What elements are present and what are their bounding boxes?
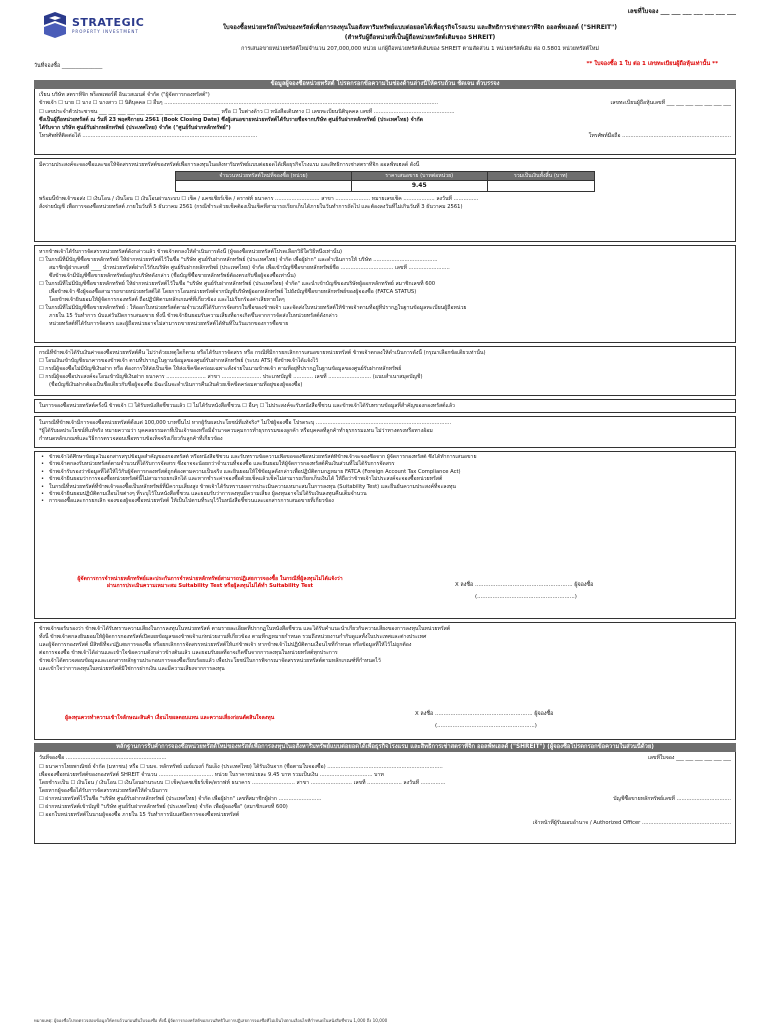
allocation-option-certificate-note: หน่วยทรัสต์ที่ได้รับการจัดสรร และผู้ถือหน่วยอาจไม่สามารถขายหน่วยทรัสต์ได้ทันทีในวันแรกของการซื้อขาย (49, 321, 289, 327)
term-item: • ข้าพเจ้าได้ศึกษาข้อมูลในเอกสารสรุปข้อมูลสำคัญของกองทรัสต์ หรือหนังสือชี้ชวน และรับทราบข้อความเพื่อขอจองซื้อหน่วยทรัสต์ที่ข้าพเจ้าจะจองซื้อจาก ผู้จัดการกองทรัสต์ ซึ่งได้ทำการเสนอขาย (39, 454, 731, 461)
receipt-allocation-intro: โดยหากผู้จองซื้อได้รับการจัดสรรหน่วยทรัสต์ให้ดำเนินการ (39, 787, 168, 794)
phone-field[interactable]: โทรศัพท์ที่ติดต่อได้ .......................................................................................................... (39, 132, 258, 139)
payment-deadline-note: สั่งจ่ายบัญชี เพื่อการจองซื้อหน่วยทรัสต์ ภายในวันที่ 5 ธันวาคม 2561 (กรณีชำระด้วยเช็คต้องเป็นเช็คที่สามารถเรียกเก็บได้ภายในวันทำการถัดไป และต้องลงวันที่ไม่เกินวันที่ 3 ธันวาคม 2561) (39, 204, 463, 210)
mobile-field[interactable]: โทรศัพท์มือถือ .................................................................. (588, 132, 731, 139)
offering-description: การเสนอขายหน่วยทรัสต์ใหม่จำนวน 207,000,000 หน่วย แก่ผู้ถือหน่วยทรัสต์เดิมของ SHREIT ตามสัดส่วน 1 หน่วยทรัสต์เดิม ต่อ 0.5801 หน่วยทรัสต์ใหม่ (241, 46, 599, 52)
beneficial-owner-definition: *ผู้ได้รับผลประโยชน์ที่แท้จริง หมายความว่า บุคคลธรรมดาที่เป็นเจ้าของหรือมีอำนาจควบคุมการทำธุรกรรมของลูกค้า หรือบุคคลที่ลูกค้าทำธุรกรรมแทน ไม่ว่าทางตรงหรือทางอ้อม (39, 428, 433, 434)
receipt-option-broker[interactable]: ☐ ฝากหน่วยทรัสต์ไว้ในชื่อ "บริษัท ศูนย์รับฝากหลักทรัพย์ (ประเทศไทย) จำกัด เพื่อผู้ฝาก" เลขที่สมาชิกผู้ฝาก .......................... (39, 795, 322, 802)
phone-row[interactable] (39, 132, 731, 141)
subscriber-name-row[interactable] (39, 99, 731, 108)
risk-printed-name[interactable]: (.........................................................) (435, 723, 537, 729)
refund-section (34, 346, 736, 396)
receipt-option-certificate[interactable]: ☐ ออกใบหน่วยทรัสต์ในนามผู้จองซื้อ ภายใน 15 วันทำการนับแต่ปิดการจองซื้อหน่วยทรัสต์ (39, 812, 240, 818)
receipt-broker-account[interactable]: บัญชีซื้อขายหลักทรัพย์เลขที่ ................................. (613, 795, 731, 802)
allocation-option-issuer[interactable]: ☐ ในกรณีที่ไม่มีบัญชีซื้อขายหลักทรัพย์ ให้ฝากหน่วยทรัสต์ไว้ในชื่อ "บริษัท ศูนย์รับฝากหลักทรัพย์ (ประเทศไทย) จำกัด" และนำเข้าบัญชีของบริษัทผู้ออกหลักทรัพย์ สมาชิกเลขที่ 600 (39, 281, 436, 287)
receipt-amount-row[interactable]: เพื่อจองซื้อหน่วยทรัสต์ของกองทรัสต์ SHREIT จำนวน ................................. หน่วย ในราคาหน่วยละ 9.45 บาท รวมเป็นเงิน ................................ บาท (39, 771, 384, 778)
price-value: 9.45 (351, 181, 487, 192)
risk-text-line: ทั้งนี้ ข้าพเจ้าตกลงยินยอมให้ผู้จัดการกองทรัสต์เปิดเผยข้อมูลของข้าพเจ้าแก่หน่วยงานที่เกี่ยวข้อง ตามที่กฎหมายกำหนด รวมถึงหน่วยงานกำกับดูแลทั้งในประเทศและต่างประเทศ (39, 634, 427, 640)
receipt-number-field[interactable]: เลขที่ใบจอง ___ ___ ___ ___ ___ ___ (647, 755, 731, 761)
total-input[interactable] (487, 181, 594, 192)
term-item: • ข้าพเจ้ารับรองว่าข้อมูลที่ได้ให้ไว้กับผู้จัดการกองทรัสต์ถูกต้องตามความเป็นจริง และยินยอมให้ใช้ข้อมูลดังกล่าวเพื่อปฏิบัติตามกฎหมาย FATCA (Foreign Account Tax Compliance Act) (39, 469, 731, 476)
terms-list (39, 454, 731, 566)
name-title-options[interactable]: ข้าพเจ้า ☐ นาย ☐ นาง ☐ นางสาว ☐ นิติบุคคล ☐ อื่นๆ ...................................................................................................................................................................... (39, 100, 438, 106)
risk-text-line: และเข้าใจว่าการลงทุนในหน่วยทรัสต์มิใช่การฝากเงิน และมีความเสี่ยงจากการลงทุน (39, 666, 225, 672)
subscription-date-field[interactable]: วันที่จองซื้อ _______________ (34, 63, 103, 69)
addressee-line: เรียน บริษัท สตราทีจิก พร็อพเพอร์ตี้ อินเวสเมนต์ จำกัด ("ผู้จัดการกองทรัสต์") (39, 92, 210, 98)
allocation-option-certificate-detail: ภายใน 15 วันทำการ นับแต่วันปิดการเสนอขาย ทั้งนี้ ข้าพเจ้ายินยอมรับความเสี่ยงที่อาจเกิดขึ้นจากการจัดส่งใบหน่วยทรัสต์ดังกล่าว (49, 313, 338, 319)
beneficial-owner-note: กำหนดหลักเกณฑ์และวิธีการตรวจสอบเพื่อทราบข้อเท็จจริงเกี่ยวกับลูกค้าที่เกี่ยวข้อง (39, 436, 223, 442)
risk-acknowledgement-section (34, 622, 736, 740)
refund-bank-note: (ชื่อบัญชีเงินฝากต้องเป็นชื่อเดียวกับชื่อผู้จองซื้อ มิฉะนั้นจะดำเนินการคืนเงินด้วยเช็คขีดคร่อมตามที่อยู่ของผู้จองซื้อ) (49, 382, 303, 388)
risk-text-line: ข้าพเจ้าขอรับรองว่า ข้าพเจ้าได้รับทราบความเสี่ยงในการลงทุนในหน่วยทรัสต์ ตามรายละเอียดที่ปรากฏในหนังสือชี้ชวน และได้รับคำแนะนำเกี่ยวกับความเสี่ยงของการลงทุนในหน่วยทรัสต์ (39, 626, 451, 632)
prospectus-section (34, 399, 736, 413)
receipt-bar: หลักฐานการรับคำการจองซื้อหน่วยทรัสต์ใหม่ของทรัสต์เพื่อการลงทุนในอสังหาริมทรัพย์แบบต่อยอดได้เพื่อธุรกิจโรงแรม และสิทธิการเช่าสตราทีจิก ออลฟ์ทเฮลด์ ("SHREIT") (ผู้จองซื้อโปรดกรอกข้อความในส่วนนี้ด้วย) (34, 743, 736, 752)
receipt-option-broker-row[interactable] (39, 795, 731, 804)
refund-option-ats[interactable]: ☐ โอนเงินเข้าบัญชีธนาคารของข้าพเจ้า ตามที่ปรากฏในฐานข้อมูลของศูนย์รับฝากหลักทรัพย์ (ระบบ ATS) ซึ่งข้าพเจ้าได้แจ้งไว้ (39, 358, 319, 364)
form-title: ใบจองซื้อหน่วยทรัสต์ใหม่ของทรัสต์เพื่อการลงทุนในอสังหาริมทรัพย์แบบต่อยอดได้เพื่อธุรกิจโรงแรม และสิทธิการเช่าสตราทีจิก ออลฟ์ทเฮลด์ ("SHREIT") (223, 24, 617, 31)
risk-text-line: และผู้จัดการกองทรัสต์ มีสิทธิที่จะปฏิเสธการจองซื้อ หรือยกเลิกการจัดสรรหน่วยทรัสต์ให้แก่ข้าพเจ้า หากข้าพเจ้าไม่ปฏิบัติตามเงื่อนไขที่กำหนด หรือข้อมูลที่ให้ไว้ไม่ถูกต้อง (39, 642, 412, 648)
refund-option-cheque[interactable]: ☐ กรณีผู้จองซื้อไม่มีบัญชีเงินฝาก หรือ ต้องการให้ส่งเป็นเช็ค ให้ส่งเช็คขีดคร่อมเฉพาะสั่งจ่ายในนามข้าพเจ้า ตามที่อยู่ที่ปรากฏในฐานข้อมูลของศูนย์รับฝากหลักทรัพย์ (39, 366, 402, 372)
receipt-agent-row[interactable]: ☐ ธนาคารไทยพาณิชย์ จำกัด (มหาชน) หรือ ☐ บมจ. หลักทรัพย์ เมย์แบงก์ กิมเอ็ง (ประเทศไทย) ได้รับเงินจาก (ชื่อตามใบจองซื้อ) ...................................................................... (39, 763, 443, 770)
suitability-warning: ผู้จัดการการจำหน่ายหลักทรัพย์และประกันการจำหน่ายหลักทรัพย์สามารถปฏิเสธการจองซื้อ ในกรณีที่ผู้ลงทุนไม่ได้แจ้งว่าผ่านการประเมินความเหมาะสม Suitability Test หรือผู้ลงทุนไม่ได้ทำ Suitability Test (77, 576, 343, 590)
risk-signature-field[interactable]: X ลงชื่อ ......................................................... ผู้จองซื้อ (415, 711, 554, 717)
units-input[interactable] (176, 181, 352, 192)
subscriber-printed-name[interactable]: (.........................................................) (475, 594, 577, 600)
price-header: ราคาเสนอขาย (บาทต่อหน่วย) (351, 172, 487, 181)
risk-text-line: ข้าพเจ้าได้ตรวจสอบข้อมูลและเอกสารหลักฐานประกอบการจองซื้อเรียบร้อยแล้ว เพื่อประโยชน์ในการพิจารณาจัดสรรหน่วยทรัสต์ตามหลักเกณฑ์ที่กำหนดไว้ (39, 658, 381, 664)
units-header: จำนวนหน่วยทรัสต์ใหม่ที่จองซื้อ (หน่วย) (176, 172, 352, 181)
strategic-logo-icon (42, 12, 68, 38)
allocation-section (34, 245, 736, 343)
payment-method-row[interactable]: พร้อมนี้ข้าพเจ้าขอส่ง ☐ เงินโอน / เงินโอน ☐ เงินโอนผ่านระบบ ☐ เช็ค / แคชเชียร์เช็ค / ดราฟท์ ธนาคาร ........................... สาขา ..................... หมายเลขเช็ค ................... ลงวันที่ ............... (39, 196, 479, 202)
beneficial-owner-section (34, 416, 736, 448)
footer-note: หมายเหตุ: ผู้จองซื้อโปรดตรวจสอบข้อมูลให้ครบถ้วนก่อนยื่นใบจองซื้อ ทั้งนี้ ผู้จัดการกองทรัสต์ขอสงวนสิทธิในการปฏิเสธการจองซื้อที่ไม่เป็นไปตามเงื่อนไขที่กำหนดในหนังสือชี้ชวน 1,000 ถึง 10,000 (34, 1017, 388, 1023)
subscriber-info-bar: ข้อมูลผู้จองซื้อหน่วยทรัสต์ โปรดกรอกข้อความในช่องด้านล่างนี้ให้ครบถ้วน ชัดเจน ตัวบรรจง (34, 80, 736, 89)
risk-warning: ผู้ลงทุนควรทำความเข้าใจลักษณะสินค้า เงื่อนไขผลตอบแทน และความเสี่ยงก่อนตัดสินใจลงทุน (65, 715, 275, 721)
subscriber-signature-field[interactable]: X ลงชื่อ ......................................................... ผู้จองซื้อ (455, 582, 594, 588)
subscriber-info-section (34, 89, 736, 155)
allocation-option-broker-detail[interactable]: สมาชิกผู้ฝากเลขที่ ____ นำหน่วยทรัสต์ฝากไว้กับบริษัท ศูนย์รับฝากหลักทรัพย์ (ประเทศไทย) จำกัด เพื่อเข้าบัญชีซื้อขายหลักทรัพย์ชื่อ ................................ เลขที่ ......................... (49, 265, 450, 271)
allocation-option-issuer-detail: เพื่อข้าพเจ้า ซึ่งผู้จองซื้อสามารถขายหน่วยทรัสต์ได้ โดยการโอนหน่วยทรัสต์จากบัญชีบริษัทผู้ออกหลักทรัพย์ ไปยังบัญชีซื้อขายหลักทรัพย์ของผู้จองซื้อ (FATCA STATUS) (49, 289, 417, 295)
refund-intro: กรณีที่ข้าพเจ้าได้รับเงินค่าจองซื้อหน่วยทรัสต์คืน ไม่ว่าด้วยเหตุใดก็ตาม หรือได้รับการจัดสรร หรือ กรณีที่มีการยกเลิกการเสนอขายหน่วยทรัสต์ ข้าพเจ้าตกลงให้ดำเนินการดังนี้ (กรุณาเลือกข้อเดียวเท่านั้น) (39, 350, 486, 356)
subscription-intent: มีความประสงค์จะจองซื้อและขอให้จัดสรรหน่วยทรัสต์ของทรัสต์เพื่อการลงทุนในอสังหาริมทรัพย์แบบต่อยอดได้เพื่อธุรกิจโรงแรม และสิทธิการเช่าสตราทีจิก ออลฟ์ทเฮลด์ ดังนี้ (39, 162, 420, 168)
total-header: รวมเป็นเงินทั้งสิ้น (บาท) (487, 172, 594, 181)
term-item: • ข้าพเจ้ายินยอมปฏิบัติตามเงื่อนไขต่างๆ ที่ระบุไว้ในหนังสือชี้ชวน และยอมรับว่าการลงทุนมีความเสี่ยง ผู้ลงทุนอาจไม่ได้รับเงินลงทุนคืนเต็มจำนวน (39, 491, 731, 498)
form-number-field[interactable]: เลขที่ใบจอง ___ ___ ___ ___ ___ ___ ___ (627, 8, 736, 15)
form-header (34, 6, 736, 80)
receipt-date-field[interactable]: วันที่จองซื้อ ............................................................. (39, 755, 167, 761)
receipt-date-row[interactable] (39, 754, 731, 763)
one-form-note: ** ใบจองซื้อ 1 ใบ ต่อ 1 เลขทะเบียนผู้ถือหุ้นเท่านั้น ** (586, 61, 718, 67)
allocation-option-certificate[interactable]: ☐ ในกรณีที่ไม่มีบัญชีซื้อขายหลักทรัพย์ : ให้ออกใบหน่วยทรัสต์ตามจำนวนที่ได้รับการจัดสรรในชื่อของข้าพเจ้า และจัดส่งใบหน่วยทรัสต์ให้ข้าพเจ้าตามที่อยู่ที่ปรากฏในฐานข้อมูลทะเบียนผู้ถือหน่วย (39, 305, 467, 311)
tsd-statement: ได้รับจาก บริษัท ศูนย์รับฝากหลักทรัพย์ (ประเทศไทย) จำกัด ("ศูนย์รับฝากหลักทรัพย์") (39, 124, 231, 131)
term-item: • การจองซื้อและการยกเลิก จองของผู้จองซื้อหน่วยทรัสต์ ให้เป็นไปตามที่ระบุไว้ในหนังสือชี้ชวนและเอกสารการเสนอขายที่เกี่ยวข้อง (39, 498, 731, 505)
allocation-intro: หากข้าพเจ้าได้รับการจัดสรรหน่วยทรัสต์ดังกล่าวแล้ว ข้าพเจ้าตกลงให้ดำเนินการดังนี้ (ผู้จองซื้อหน่วยทรัสต์โปรดเลือกวิธีใดวิธีหนึ่งเท่านั้น) (39, 249, 343, 255)
allocation-option-broker[interactable]: ☐ ในกรณีที่มีบัญชีซื้อขายหลักทรัพย์ ให้ฝากหน่วยทรัสต์ไว้ในชื่อ "บริษัท ศูนย์รับฝากหลักทรัพย์ (ประเทศไทย) จำกัด เพื่อผู้ฝาก" และดำเนินการให้ บริษัท ....................................... (39, 257, 438, 263)
id-number-row[interactable]: ☐ เลขประจำตัวประชาชน ___ ___ ___ ___ ___ ___ ___ ___ ___ ___ ___ ___ ___ หรือ ☐ ใบต่างด้าว ☐ หนังสือเดินทาง ☐ เลขทะเบียนนิติบุคคล เลขที่ ................................................. (39, 108, 455, 115)
logo-name: STRATEGIC (72, 15, 145, 29)
beneficial-owner-field[interactable]: ในกรณีที่ข้าพเจ้ามีการจองซื้อหน่วยทรัสต์ตั้งแต่ 100,000 บาทขึ้นไป หากผู้รับผลประโยชน์ที่แท้จริง* ไม่ใช่ผู้จองซื้อ โปรดระบุ .................................................................................. (39, 420, 452, 426)
term-item: • ในกรณีที่หน่วยทรัสต์ที่ข้าพเจ้าจองซื้อเป็นหลักทรัพย์ที่มีความเสี่ยงสูง ข้าพเจ้าได้รับทราบผลการประเมินความเหมาะสมในการลงทุน (Suitability Test) และยืนยันความประสงค์ที่จะลงทุน (39, 484, 731, 491)
form-subtitle: (สำหรับผู้ถือหน่วยที่เป็นผู้ถือหน่วยทรัสต์เดิมของ SHREIT) (344, 34, 496, 41)
refund-option-bank[interactable]: ☐ กรณีผู้จองซื้อประสงค์จะโอนเข้าบัญชีเงินฝาก ธนาคาร ........................ สาขา ........................ ประเภทบัญชี ............ เลขที่ .......................... (แนบสำเนาสมุดบัญชี) (39, 374, 423, 380)
subscription-amount-section (34, 158, 736, 242)
receipt-payment-row[interactable]: โดยชำระเป็น ☐ เงินโอน / เงินโอน ☐ เงินโอนผ่านระบบ ☐ เช็ค/แคชเชียร์เช็ค/ดราฟท์ ธนาคาร .......................... สาขา ......................... เลขที่ ..................... ลงวันที่ ............... (39, 779, 446, 786)
term-item: • ข้าพเจ้าตกลงรับหน่วยทรัสต์ตามจำนวนที่ได้รับการจัดสรร ซึ่งอาจจะน้อยกว่าจำนวนที่จองซื้อ และยินยอมให้ผู้จัดการกองทรัสต์คืนเงินส่วนที่ไม่ได้รับการจัดสรร (39, 461, 731, 468)
shareholder-registration-field[interactable]: เลขทะเบียนผู้ถือหุ้นเลขที่ ___ ___ ___ ___ ___ ___ ___ (610, 100, 731, 106)
authorized-officer-signature[interactable]: เจ้าหน้าที่ผู้รับมอบอำนาจ / Authorized Officer ...................................................... (532, 820, 731, 826)
allocation-option-issuer-note: โดยข้าพเจ้ายินยอมให้ผู้จัดการกองทรัสต์ ถือปฏิบัติตามหลักเกณฑ์ที่เกี่ยวข้อง และไม่เรียกร้องค่าเสียหายใดๆ (49, 297, 285, 303)
terms-section (34, 451, 736, 619)
logo-subtitle: PROPERTY INVESTMENT (72, 29, 139, 35)
allocation-option-broker-note: ซึ่งข้าพเจ้ามีบัญชีซื้อขายหลักทรัพย์อยู่กับบริษัทดังกล่าว (ชื่อบัญชีซื้อขายหลักทรัพย์ต้องตรงกับชื่อผู้จองซื้อเท่านั้น) (49, 273, 296, 279)
book-closing-statement: ซึ่งเป็นผู้ถือหน่วยทรัสต์ ณ วันที่ 23 พฤศจิกายน 2561 (Book Closing Date) ซึ่งผู้เสนอขายหน่วยทรัสต์ได้รับรายชื่อจากบริษัท ศูนย์รับฝากหลักทรัพย์ (ประเทศไทย) จำกัด (39, 116, 424, 123)
prospectus-options[interactable]: ในการจองซื้อหน่วยทรัสต์ครั้งนี้ ข้าพเจ้า ☐ ได้รับหนังสือชี้ชวนแล้ว ☐ ไม่ได้รับหนังสือชี้ชวน ☐ อื่นๆ ☐ ไม่ประสงค์จะรับหนังสือชี้ชวน และข้าพเจ้าได้รับทราบข้อมูลที่สำคัญของกองทรัสต์แล้ว (39, 403, 455, 409)
risk-text-line: ต่อการจองซื้อ ข้าพเจ้าได้อ่านและเข้าใจข้อความดังกล่าวข้างต้นแล้ว และยอมรับผลที่อาจเกิดขึ้นจากการลงทุนในหน่วยทรัสต์ทุกประการ (39, 650, 338, 656)
receipt-section (34, 752, 736, 844)
term-item: • ข้าพเจ้ายินยอมว่าการจองซื้อหน่วยทรัสต์นี้ไม่สามารถยกเลิกได้ และหากชำระค่าจองซื้อด้วยเช็คแล้วเช็คไม่สามารถเรียกเก็บเงินได้ ให้ถือว่าข้าพเจ้าไม่ประสงค์จะจองซื้อหน่วยทรัสต์ (39, 476, 731, 483)
receipt-option-issuer[interactable]: ☐ ฝากหน่วยทรัสต์เข้าบัญชี "บริษัท ศูนย์รับฝากหลักทรัพย์ (ประเทศไทย) จำกัด เพื่อผู้จองซื้อ" (สมาชิกเลขที่ 600) (39, 804, 288, 810)
subscription-table (175, 171, 595, 192)
